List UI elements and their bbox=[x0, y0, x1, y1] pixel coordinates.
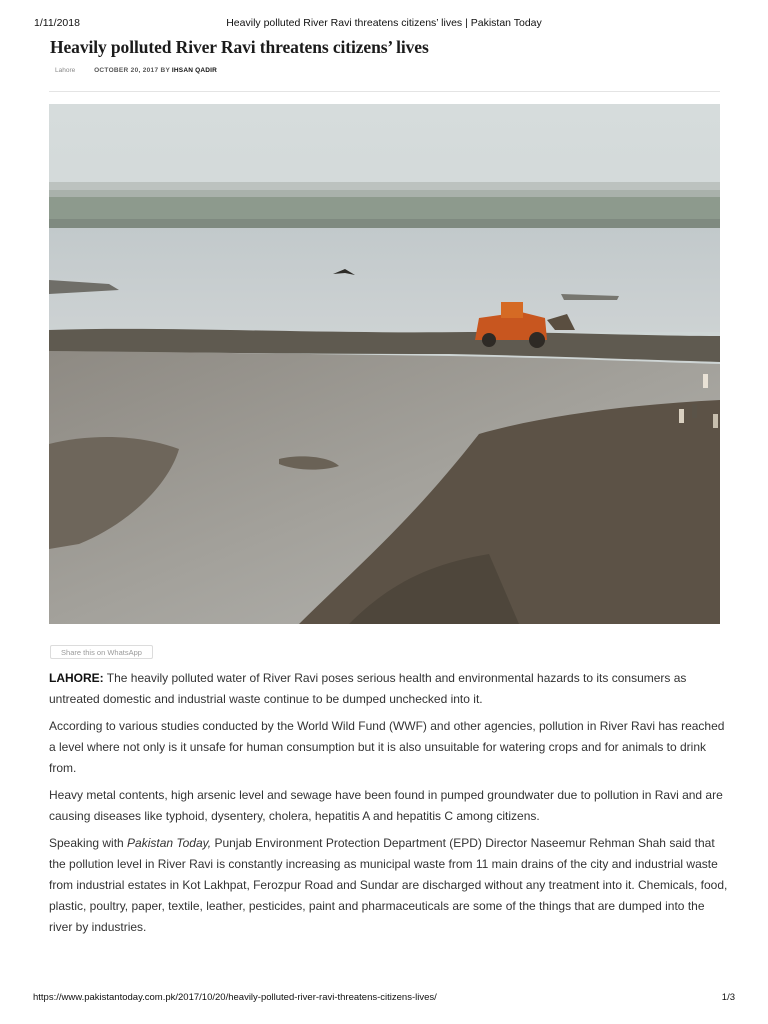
publication-name: Pakistan Today, bbox=[127, 836, 212, 850]
publish-date: OCTOBER 20, 2017 BY bbox=[94, 67, 171, 74]
paragraph-4-text: Punjab Environment Protection Department (EPD) Director Naseemur Rehman Shah said that the pollution level in River Ravi is constantly increasing as municipal waste from 11 main drains of the city and industrial waste from industrial estates in Kot Lakhpat, Ferozpur Road and Sundar are discharged without any treatment into it. Chemicals, food, plastic, poultry, paper, textile, leather, pesticides, paint and pharmaceuticals are some of the things that are dumped into the river by industries. bbox=[49, 836, 728, 934]
header-divider bbox=[49, 91, 720, 92]
article-meta bbox=[55, 67, 217, 74]
author-link[interactable]: IHSAN QADIR bbox=[171, 67, 218, 74]
dateline-location: LAHORE: bbox=[49, 671, 104, 685]
page-number: 1/3 bbox=[721, 992, 735, 1003]
print-footer bbox=[0, 992, 768, 1006]
paragraph-4-lead: Speaking with bbox=[49, 836, 128, 850]
paragraph-1-text: The heavily polluted water of River Ravi poses serious health and environmental hazards to its consumers as untreated domestic and industrial waste continue to be dumped unchecked into it. bbox=[49, 671, 687, 706]
print-page-title: Heavily polluted River Ravi threatens citizens’ lives | Pakistan Today bbox=[226, 17, 542, 29]
print-date: 1/11/2018 bbox=[34, 17, 80, 29]
whatsapp-share-button[interactable]: Share this on WhatsApp bbox=[50, 645, 153, 659]
article-body bbox=[49, 668, 729, 944]
print-header bbox=[0, 17, 768, 33]
paragraph-1 bbox=[49, 668, 729, 710]
river-photo bbox=[49, 104, 720, 624]
paragraph-2: According to various studies conducted by the World Wild Fund (WWF) and other agencies, pollution in River Ravi has reached a level where not only is it unsafe for human consumption but it is also unsuitable for watering crops and for animals to drink from. bbox=[49, 719, 725, 775]
paragraph-3: Heavy metal contents, high arsenic level and sewage have been found in pumped groundwater due to pollution in Ravi and are causing diseases like typhoid, dysentery, cholera, hepatitis A and hepatitis C among citizens. bbox=[49, 788, 723, 823]
category-link[interactable]: Lahore bbox=[55, 67, 76, 74]
article-title: Heavily polluted River Ravi threatens citizens’ lives bbox=[50, 37, 429, 57]
page-url: https://www.pakistantoday.com.pk/2017/10/20/heavily-polluted-river-ravi-threatens-citizens-lives/ bbox=[33, 992, 437, 1003]
paragraph-4 bbox=[49, 833, 729, 938]
